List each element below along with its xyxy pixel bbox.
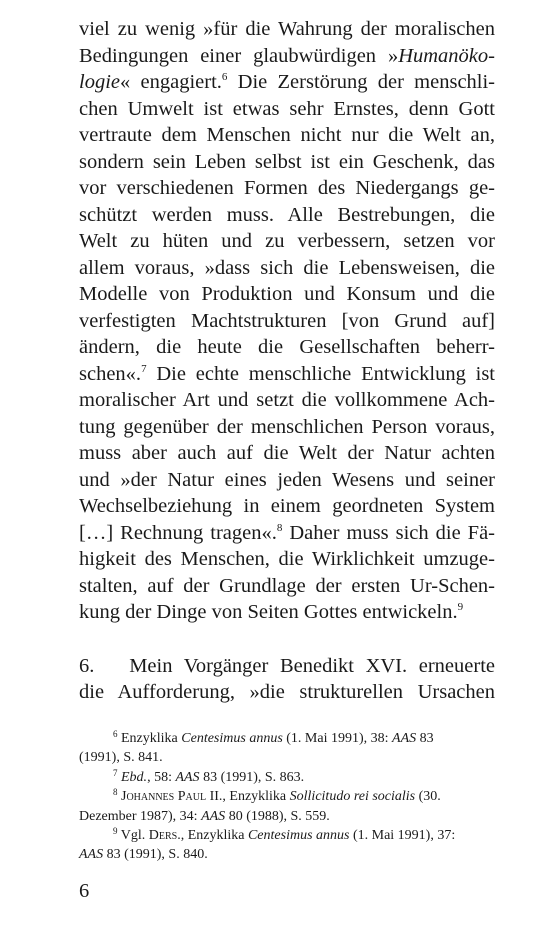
text-line: vertraute dem Menschen nicht nur die Welt an, xyxy=(79,124,495,146)
italic-term: Ebd. xyxy=(121,769,148,785)
text-segment: Enzyklika xyxy=(117,731,182,746)
text-line: vor verschiedenen Formen des Niedergangs ge- xyxy=(79,177,495,199)
footnote-9 xyxy=(79,826,495,845)
main-text xyxy=(79,16,495,706)
italic-term: AAS xyxy=(201,808,226,824)
footnote-ref-6[interactable]: 6 xyxy=(221,71,228,83)
footnote-7 xyxy=(79,768,495,787)
text-line: schützt werden muss. Alle Bestrebungen, die xyxy=(79,203,495,226)
text-segment: , Enzyklika xyxy=(222,789,290,805)
footnote-8-cont xyxy=(79,807,495,826)
text-segment: 83 (1991), S. 840. xyxy=(103,847,208,863)
footnote-6-cont: (1991), S. 841. xyxy=(79,750,163,766)
footnote-9-cont xyxy=(79,845,495,864)
text-line: tung gegenüber der menschlichen Person voraus, xyxy=(79,415,495,438)
text-line: allem voraus, »dass sich die Lebensweisen, die xyxy=(79,256,495,279)
text-line: moralischer Art und setzt die vollkommene Ach- xyxy=(79,389,495,411)
text-segment: Bedingungen einer glaubwürdigen » xyxy=(79,44,399,67)
text-line xyxy=(79,43,495,70)
text-line: verfestigten Machtstrukturen [von Grund auf] xyxy=(79,309,495,332)
text-segment: (30. xyxy=(415,789,441,805)
text-line: higkeit des Menschen, die Wirklichkeit umzuge- xyxy=(79,548,495,570)
text-line: muss aber auch auf die Welt der Natur achten xyxy=(79,442,495,464)
italic-term: Centesimus annus xyxy=(181,731,283,746)
text-line: Modelle von Produktion und Konsum und die xyxy=(79,283,495,305)
text-line: ändern, die heute die Gesellschaften beherr- xyxy=(79,336,495,358)
text-segment: […] Rechnung tragen«. xyxy=(79,521,277,544)
author-name: Johannes Paul II. xyxy=(121,789,223,805)
text-line xyxy=(79,69,495,96)
text-line: die Aufforderung, »die strukturellen Ursachen xyxy=(79,681,495,703)
paragraph-gap xyxy=(79,626,495,653)
footnotes xyxy=(79,729,495,865)
footnote-number: 7 xyxy=(113,767,118,778)
text-line: und »der Natur eines jeden Wesens und seiner xyxy=(79,468,495,491)
text-segment: Dezember 1987), 34: xyxy=(79,808,202,824)
footnote-ref-8[interactable]: 8 xyxy=(276,521,283,534)
italic-term: Humanöko- xyxy=(398,44,495,67)
text-line xyxy=(79,520,495,547)
text-line: Welt zu hüten und zu verbessern, setzen vor xyxy=(79,230,495,252)
text-line: chen Umwelt ist etwas sehr Ernstes, denn Gott xyxy=(79,97,495,120)
italic-term: logie xyxy=(79,71,120,93)
text-segment: schen«. xyxy=(79,362,142,385)
italic-term: AAS xyxy=(392,731,417,746)
text-line: sondern sein Leben selbst ist ein Geschenk, das xyxy=(79,150,495,173)
italic-term: Sollicitudo rei socialis xyxy=(289,789,416,805)
text-segment: Die Zerstörung der menschli- xyxy=(227,71,496,93)
text-line xyxy=(79,599,495,626)
text-segment: 80 (1988), S. 559. xyxy=(225,808,330,824)
footnote-ref-9[interactable]: 9 xyxy=(457,601,464,613)
footnote-8 xyxy=(79,787,495,806)
text-line: viel zu wenig »für die Wahrung der moralischen xyxy=(79,18,495,40)
footnote-ref-7[interactable]: 7 xyxy=(141,362,147,375)
text-line: 6. Mein Vorgänger Benedikt XVI. erneuerte xyxy=(79,654,495,677)
text-segment: Vgl. xyxy=(117,828,149,844)
italic-term: AAS xyxy=(175,769,200,785)
page-number: 6 xyxy=(79,880,90,902)
text-line: stalten, auf der Grundlage der ersten Ur-Schen- xyxy=(79,574,495,597)
text-segment: « engagiert. xyxy=(120,71,222,93)
text-segment: 83 (1991), S. 863. xyxy=(199,769,305,785)
text-segment: (1. Mai 1991), 37: xyxy=(349,828,456,844)
footnote-number: 6 xyxy=(113,729,118,739)
footnote-number: 9 xyxy=(113,826,118,837)
italic-term: AAS xyxy=(79,847,104,863)
text-line: Wechselbeziehung in einem geordneten System xyxy=(79,495,495,517)
footnote-6 xyxy=(79,729,495,748)
text-segment: , Enzyklika xyxy=(180,828,248,844)
text-segment: Daher muss sich die Fä- xyxy=(282,521,495,544)
text-segment: kung der Dinge von Seiten Gottes entwickeln. xyxy=(79,601,458,623)
text-segment: Die echte menschliche Entwicklung ist xyxy=(146,362,495,385)
text-segment: (1. Mai 1991), 38: xyxy=(282,731,393,746)
text-line xyxy=(79,361,495,388)
italic-term: Centesimus annus xyxy=(247,828,350,844)
text-segment: , 58: xyxy=(147,769,176,785)
footnote-number: 8 xyxy=(113,787,118,798)
text-segment: 83 xyxy=(416,731,434,746)
author-name: Ders. xyxy=(148,828,181,844)
